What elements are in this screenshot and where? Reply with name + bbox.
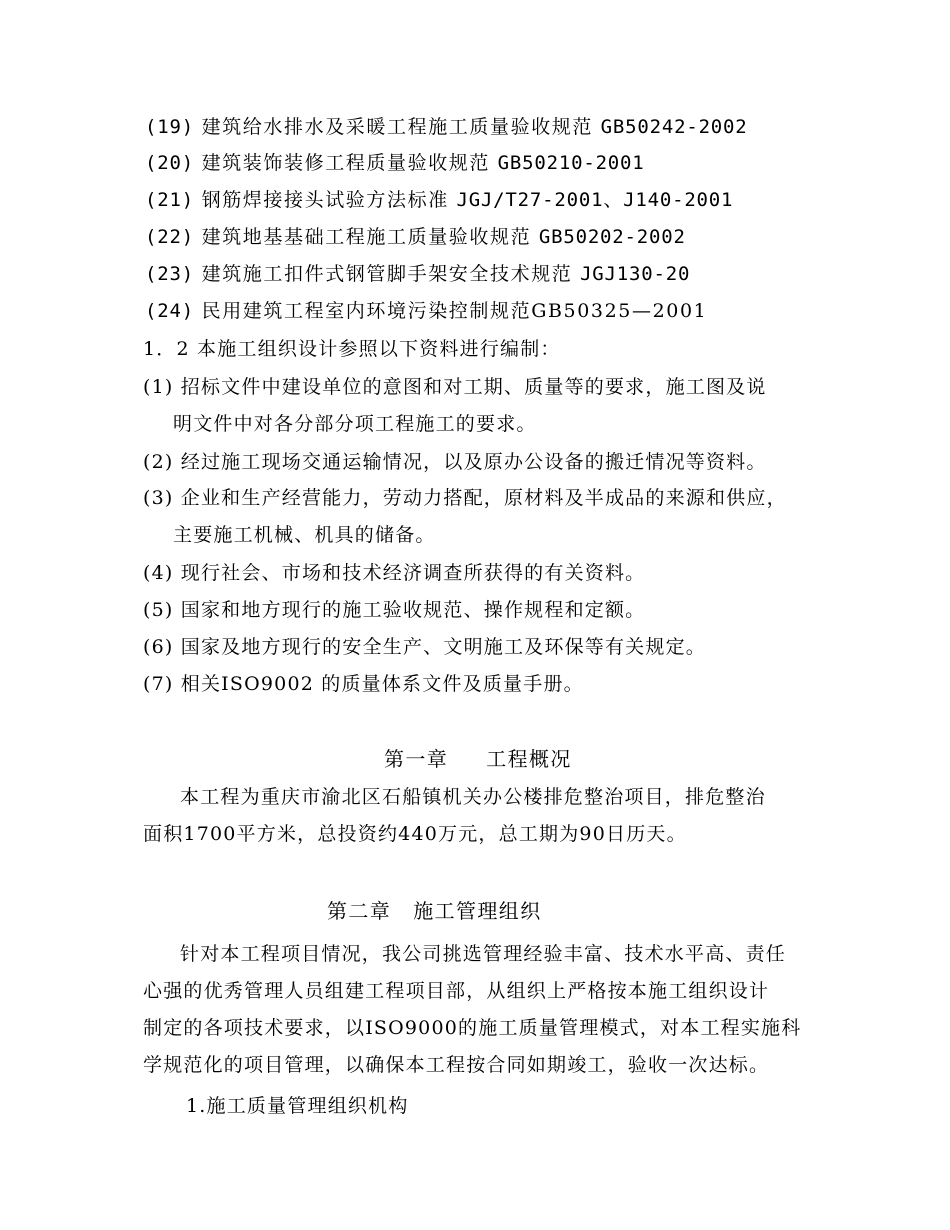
chapter-2-paragraph-line-4: 学规范化的项目管理，以确保本工程按合同如期竣工，验收一次达标。 [143,1054,770,1076]
reference-item-3 [143,485,787,511]
standard-number: (22) [145,226,194,248]
item-text: 招标文件中建设单位的意图和对工期、质量等的要求，施工图及说 [180,376,767,398]
standard-number: (23) [145,263,194,285]
chapter-title: 施工管理组织 [413,899,542,923]
item-text: 国家和地方现行的施工验收规范、操作规程和定额。 [180,599,646,621]
item-text: 企业和生产经营能力，劳动力搭配，原材料及半成品的来源和供应， [180,487,787,509]
standard-number: (21) [145,189,194,211]
chapter-label: 第二章 [327,899,392,923]
reference-item-1 [143,374,767,400]
standard-item-20 [145,150,645,176]
reference-item-2 [143,449,767,475]
chapter-1-heading [384,745,572,773]
standard-number: (20) [145,152,194,174]
standard-item-23 [145,261,690,287]
standard-name: 建筑装饰装修工程质量验收规范 [201,152,491,174]
standard-code: GB50210-2001 [497,152,645,174]
item-number: (7) [143,673,174,695]
standard-item-22 [145,224,686,250]
standard-code: GB50202-2002 [538,226,686,248]
item-number: (5) [143,599,174,621]
reference-item-3-continuation: 主要施工机械、机具的储备。 [173,524,436,546]
chapter-1-paragraph-line-2: 面积1700平方米，总投资约440万元，总工期为90日历天。 [143,823,687,845]
chapter-label: 第一章 [384,747,449,771]
standard-number: (19) [145,116,194,138]
chapter-2-paragraph-line-2: 心强的优秀管理人员组建工程项目部，从组织上严格按本施工组织设计 [143,980,770,1002]
reference-item-4 [143,560,645,586]
section-heading: 1．2 本施工组织设计参照以下资料进行编制： [143,338,561,360]
standard-code: GB50242-2002 [600,116,748,138]
chapter-1-paragraph-line-1: 本工程为重庆市渝北区石船镇机关办公楼排危整治项目，排危整治 [180,786,766,808]
standard-item-24 [145,298,707,324]
item-number: (3) [143,487,174,509]
standard-name: 民用建筑工程室内环境污染控制规范GB50325—2001 [201,300,708,322]
chapter-2-heading [327,897,542,925]
chapter-2-paragraph-line-3: 制定的各项技术要求，以ISO9000的施工质量管理模式，对本工程实施科 [143,1017,802,1039]
item-text: 现行社会、市场和技术经济调查所获得的有关资料。 [180,562,646,584]
item-text: 国家及地方现行的安全生产、文明施工及环保等有关规定。 [180,636,706,658]
standard-item-19 [145,114,748,140]
standard-item-21 [145,187,733,213]
reference-item-7 [143,671,584,697]
item-number: (1) [143,376,174,398]
reference-item-6 [143,634,706,660]
standard-name: 建筑地基基础工程施工质量验收规范 [201,226,532,248]
reference-item-1-continuation: 明文件中对各分部分项工程施工的要求。 [173,413,537,435]
standard-name: 建筑给水排水及采暖工程施工质量验收规范 [201,116,594,138]
item-number: (4) [143,562,174,584]
standard-number: (24) [145,300,194,322]
chapter-title: 工程概况 [486,747,572,771]
item-number: (6) [143,636,174,658]
reference-item-5 [143,597,645,623]
standard-name: 钢筋焊接接头试验方法标准 [201,189,449,211]
item-number: (2) [143,451,174,473]
item-text: 相关ISO9002 的质量体系文件及质量手册。 [180,673,584,695]
chapter-2-subheading: 1.施工质量管理组织机构 [186,1095,409,1117]
standard-name: 建筑施工扣件式钢管脚手架安全技术规范 [201,263,573,285]
item-text: 经过施工现场交通运输情况，以及原办公设备的搬迁情况等资料。 [180,451,767,473]
chapter-2-paragraph-line-1: 针对本工程项目情况，我公司挑选管理经验丰富、技术水平高、责任 [180,943,787,965]
standard-code: JGJ130-20 [580,263,691,285]
standard-code: JGJ/T27-2001、J140-2001 [456,189,734,211]
